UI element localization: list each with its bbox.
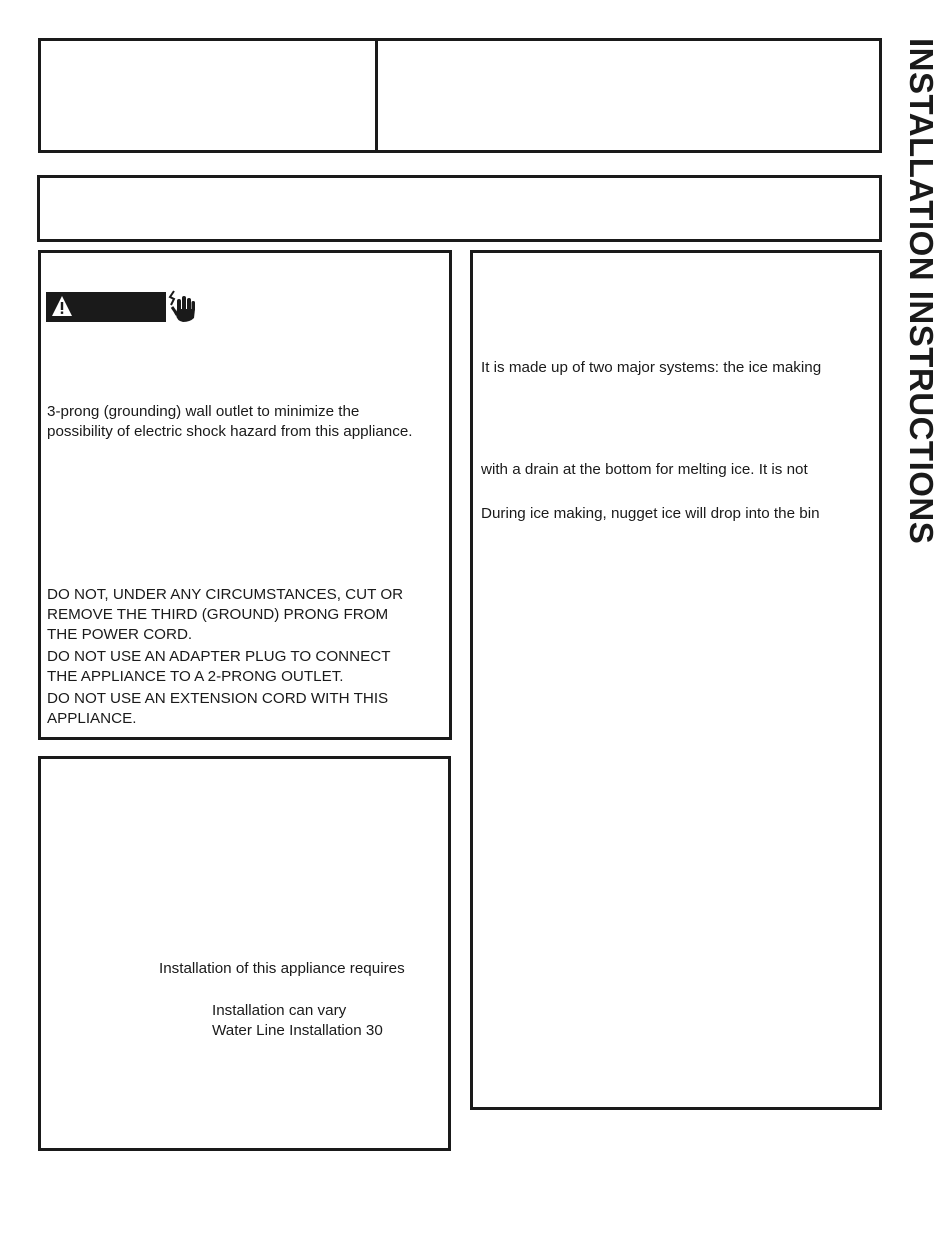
- installation-requires-text: Installation of this appliance requires: [159, 960, 405, 977]
- caution-line-6: DO NOT USE AN EXTENSION CORD WITH THIS: [47, 690, 389, 707]
- systems-text: It is made up of two major systems: the ice making: [481, 359, 822, 376]
- side-title: INSTALLATION INSTRUCTIONS: [903, 38, 940, 545]
- caution-line-1: DO NOT, UNDER ANY CIRCUMSTANCES, CUT OR: [47, 586, 404, 603]
- header-box: [38, 38, 882, 153]
- overview-box: [470, 250, 882, 1110]
- title-box: [37, 175, 882, 242]
- ice-making-text: During ice making, nugget ice will drop into the bin: [481, 505, 820, 522]
- electric-shock-hand-icon: [168, 289, 196, 323]
- caution-line-5: THE APPLIANCE TO A 2-PRONG OUTLET.: [47, 668, 344, 685]
- warning-label: [46, 292, 166, 322]
- installation-box: [38, 756, 451, 1151]
- grounding-text-1: 3-prong (grounding) wall outlet to minimize the: [47, 403, 360, 420]
- drain-text: with a drain at the bottom for melting ice. It is not: [481, 461, 808, 478]
- caution-line-3: THE POWER CORD.: [47, 626, 193, 643]
- caution-line-2: REMOVE THE THIRD (GROUND) PRONG FROM: [47, 606, 389, 623]
- caution-line-7: APPLIANCE.: [47, 710, 137, 727]
- installation-vary-text: Installation can vary: [212, 1002, 347, 1019]
- warning-triangle-icon: [51, 295, 73, 317]
- grounding-text-2: possibility of electric shock hazard from this appliance.: [47, 423, 413, 440]
- caution-line-4: DO NOT USE AN ADAPTER PLUG TO CONNECT: [47, 648, 391, 665]
- header-divider: [375, 38, 378, 153]
- water-line-text: Water Line Installation 30: [212, 1022, 383, 1039]
